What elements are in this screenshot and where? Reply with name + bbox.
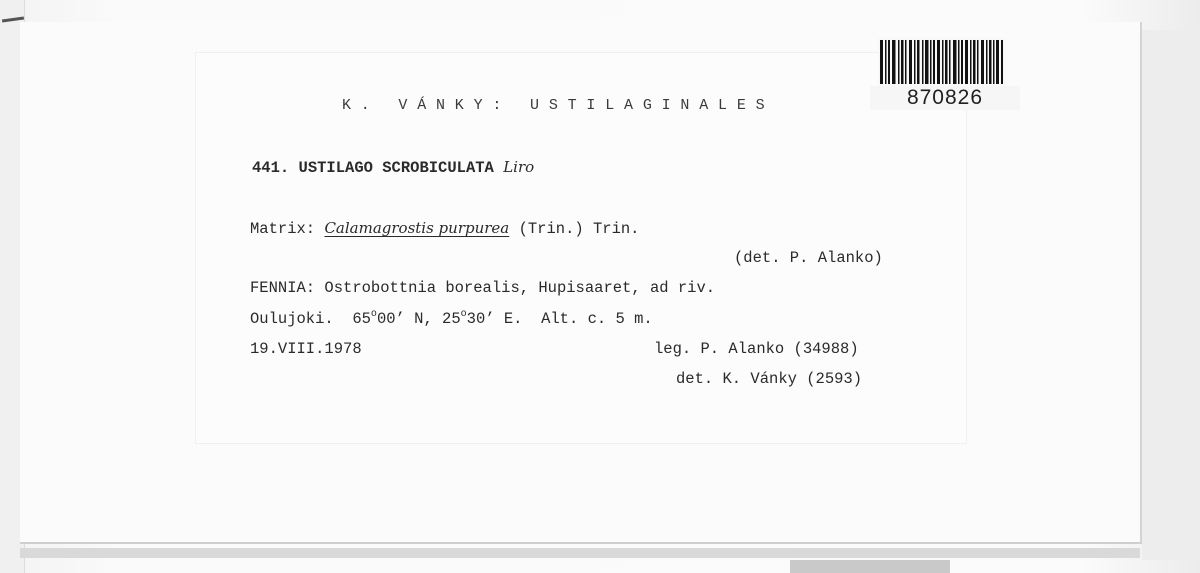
bottom-shade [790, 560, 950, 573]
host-determiner: (det. P. Alanko) [734, 249, 883, 267]
species-name: USTILAGO SCROBICULATA [298, 159, 494, 177]
species-author: Liro [503, 158, 535, 176]
longitude-text: 00’ N, 25 [376, 310, 461, 328]
sheet-right-strip [1142, 30, 1200, 560]
degree-symbol: o [460, 309, 467, 320]
locality-line-1: FENNIA: Ostrobottnia borealis, Hupisaaret, ad riv. [250, 279, 716, 297]
host-name: Calamagrostis purpurea [324, 219, 510, 237]
matrix-line [250, 219, 639, 238]
collection-date: 19.VIII.1978 [250, 340, 362, 358]
collector: leg. P. Alanko (34988) [654, 340, 859, 358]
entry-number: 441. [252, 159, 290, 177]
altitude-text: 30’ E. Alt. c. 5 m. [466, 310, 653, 328]
host-author: (Trin.) Trin. [518, 220, 640, 238]
determiner: det. K. Vánky (2593) [676, 370, 863, 388]
envelope-bottom-band [20, 548, 1140, 558]
species-entry [252, 158, 534, 177]
degree-symbol: o [370, 309, 377, 320]
latitude-text: Oulujoki. 65 [250, 310, 371, 328]
locality-line-2 [250, 310, 653, 328]
collection-series-title: K. VÁNKY: USTILAGINALES [342, 97, 775, 114]
barcode-number: 870826 [870, 86, 1020, 110]
matrix-label: Matrix: [250, 220, 316, 238]
barcode-icon [878, 38, 1006, 86]
